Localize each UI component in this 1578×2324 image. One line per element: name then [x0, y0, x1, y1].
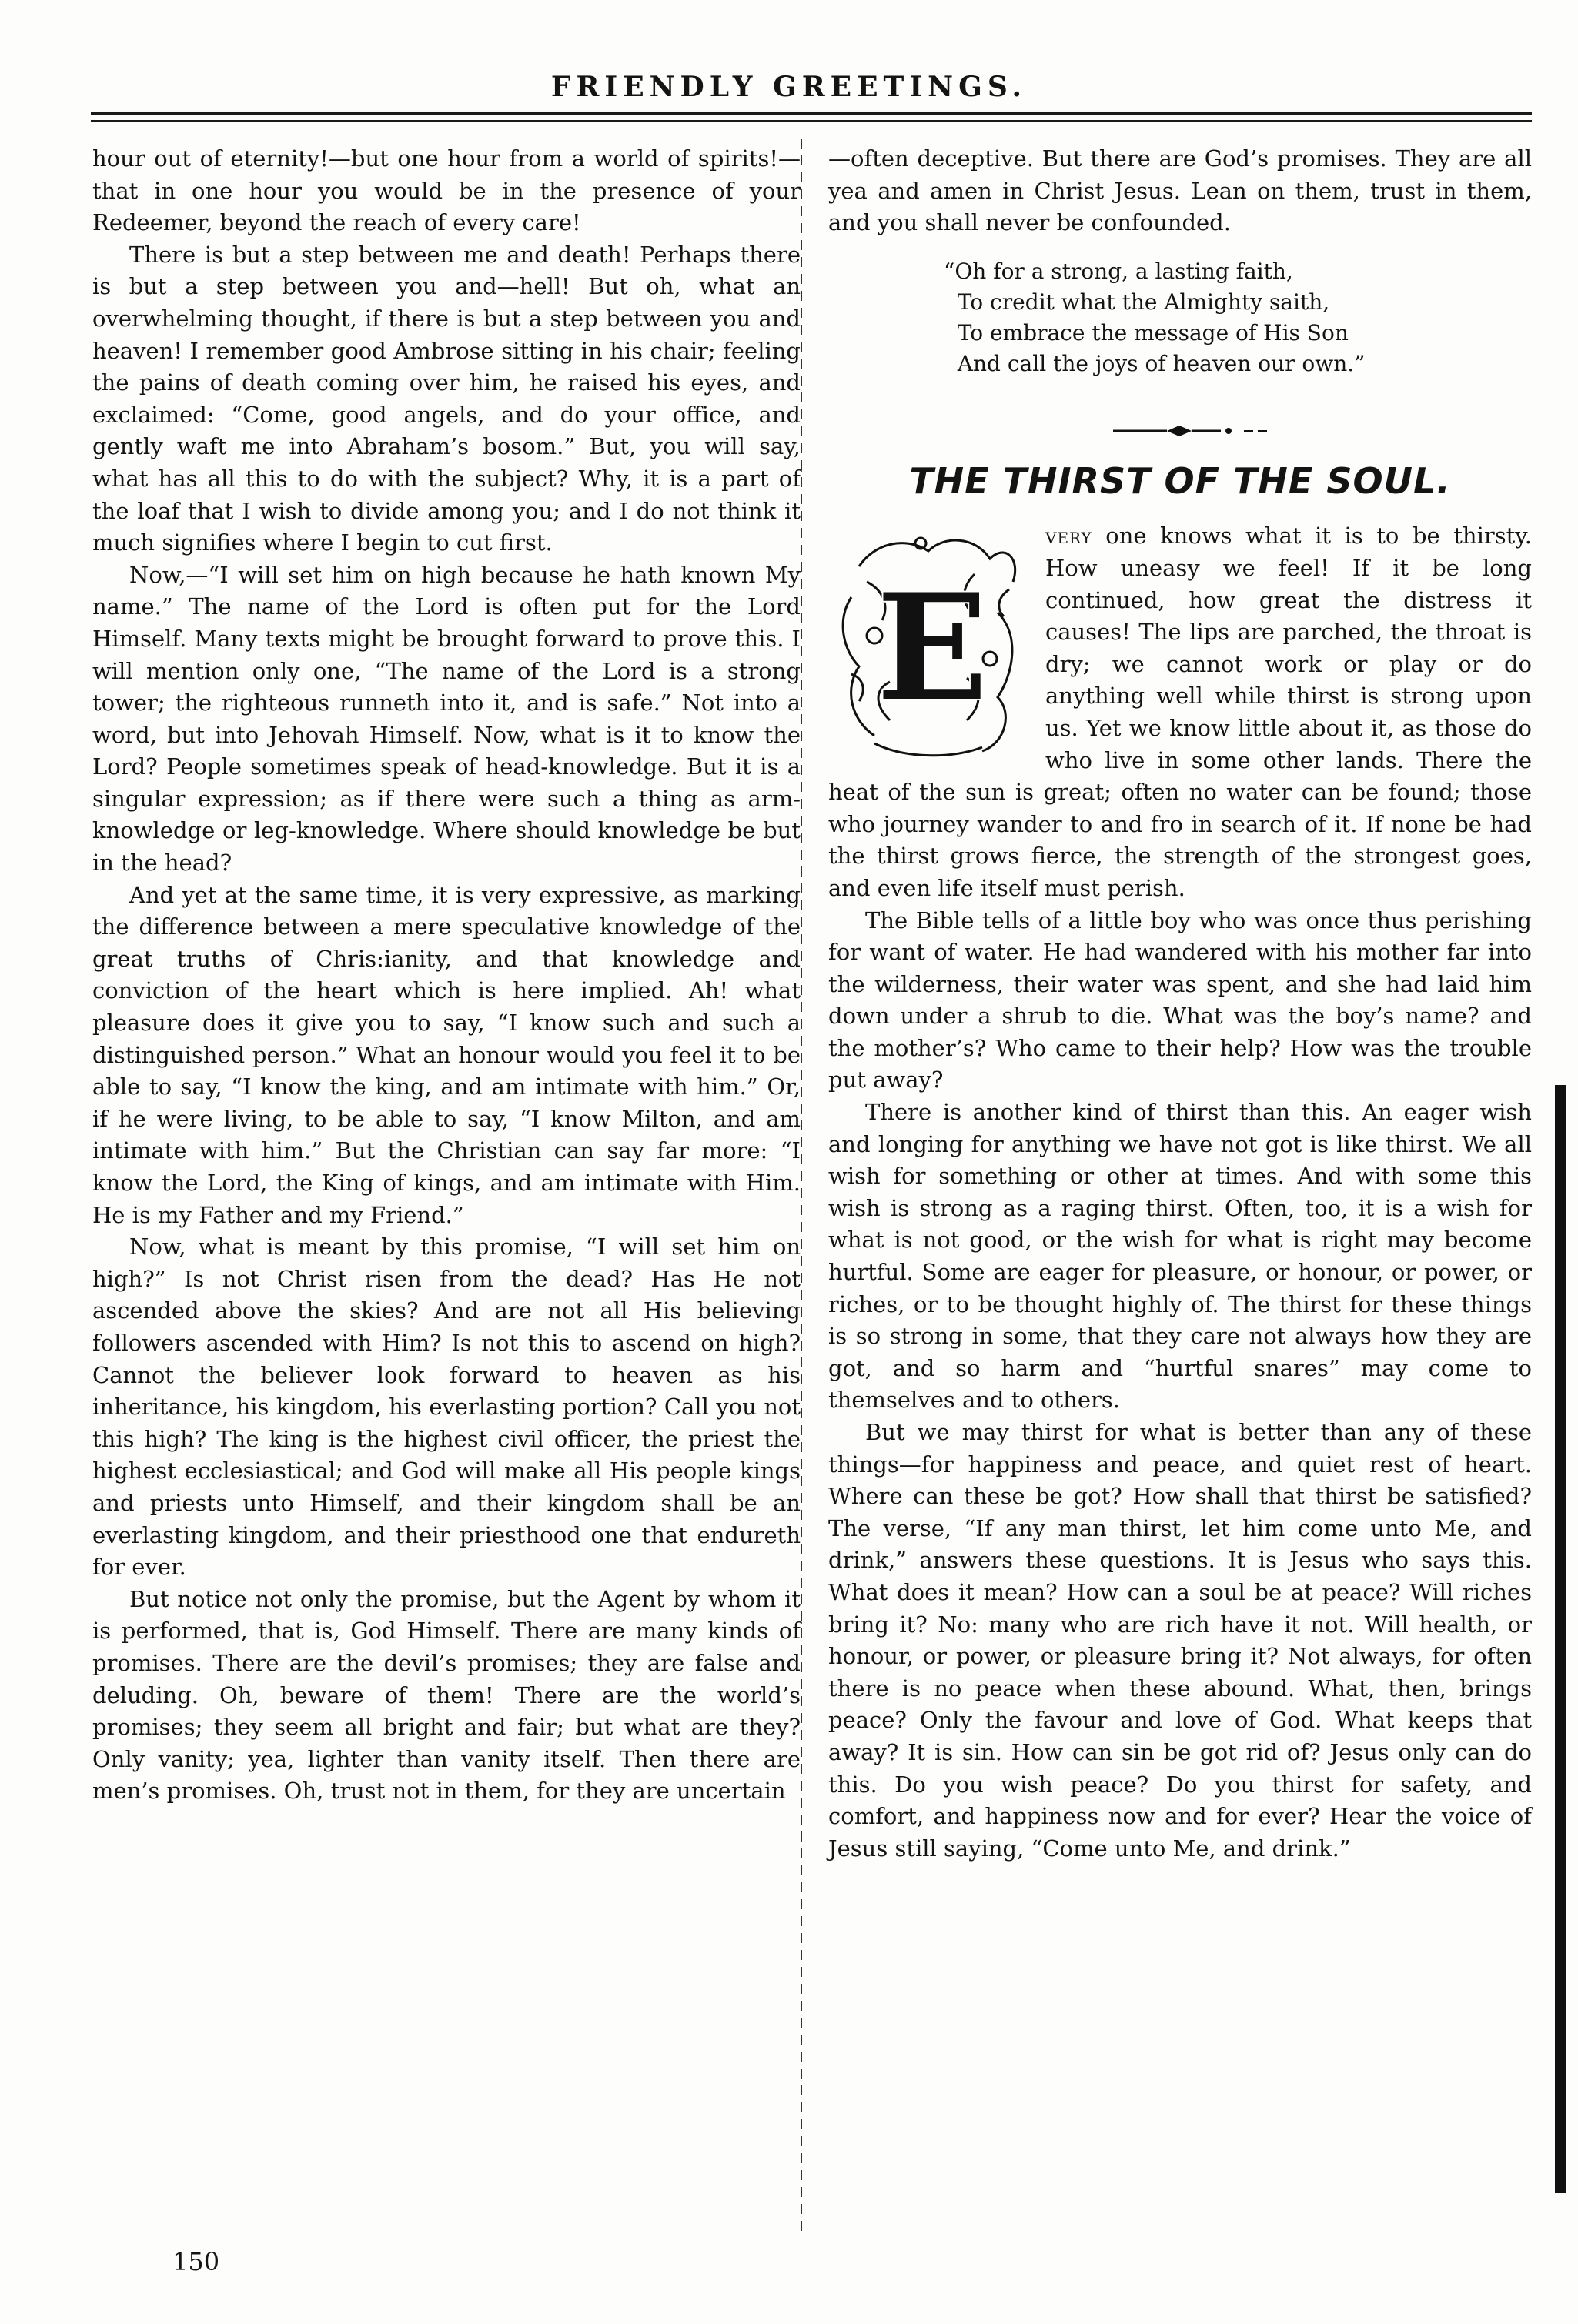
- paragraph: There is another kind of thirst than this. An eager wish and longing for anything we have not got is like thirst. We all wish for something or other at times. And with some this wish is strong as a raging thirst. Often, too, it is a wish for what is not good, or the wish for what is right may become hurtful. Some are eager for pleasure, or honour, or power, or riches, or to be thought highly of. The thirst for these things is so strong in some, that they care not always how they are got, and so harm and “hurtful snares” may come to themselves and to others.: [828, 1099, 1532, 1414]
- poem-line: “Oh for a strong, a lasting faith,: [944, 258, 1293, 284]
- poem-line: To credit what the Almighty saith,: [944, 289, 1330, 315]
- decorative-initial: [828, 520, 1036, 766]
- paragraph: hour out of eternity!—but one hour from a world of spirits!—that in one hour you would be in the presence of your Redeemer, beyond the reach of every care!: [92, 145, 801, 236]
- poem-line: And call the joys of heaven our own.”: [944, 350, 1366, 376]
- page-number: 150: [172, 2247, 220, 2276]
- paragraph: And yet at the same time, it is very expressive, as marking the difference between a mere speculative knowledge of the great truths of Chris:ianity, and that knowledge and conviction of the heart which is here implied. Ah! what pleasure does it give you to say, “I know such and such a distinguished person.” What an honour would you feel it to be able to say, “I know the king, and am intimate with him.” Or, if he were living, to be able to say, “I know Milton, and am intimate with him.” But the Christian can say far more: “I know the Lord, the King of kings, and am intimate with Him. He is my Father and my Friend.”: [92, 881, 801, 1228]
- paragraph: Now,—“I will set him on high because he hath known My name.” The name of the Lord is often put for the Lord Himself. Many texts might be brought forward to prove this. I will mention only one, “The name of the Lord is a strong tower; the righteous runneth into it, and is safe.” Not into a word, but into Jehovah Himself. Now, what is it to know the Lord? People sometimes speak of head-knowledge. But it is a singular expression; as if there were such a thing as arm-knowledge or leg-knowledge. Where should knowledge be but in the head?: [92, 561, 801, 877]
- article-title: THE THIRST OF THE SOUL.: [909, 459, 1451, 502]
- paragraph: Now, what is meant by this promise, “I will set him on high?” Is not Christ risen from the dead? Has He not ascended above the skies? And are not all His believing followers ascended with Him? Is not this to ascend on high? Cannot the believer look forward to heaven as his inheritance, his kingdom, his everlasting portion? Call you not this high? The king is the highest civil officer, the priest the highest ecclesiastical; and God will make all His people kings and priests unto Himself, and their kingdom shall be an everlasting kingdom, and their priesthood one that endureth for ever.: [92, 1234, 801, 1581]
- section-ornament: [828, 419, 1532, 442]
- masthead: FRIENDLY GREETINGS.: [550, 71, 1028, 103]
- initial-letter: E: [876, 562, 988, 734]
- column-divider: [801, 139, 802, 2232]
- paragraph: The Bible tells of a little boy who was once thus perishing for want of water. He had wandered with his mother far into the wilderness, their water was spent, and she had laid him down under a shrub to die. What was the boy’s name? and the mother’s? Who came to their help? How was the trouble put away?: [828, 907, 1532, 1094]
- right-column: [828, 143, 1532, 1865]
- paragraph: But we may thirst for what is better than any of these things—for happiness and peace, and quiet rest of heart. Where can these be got? How shall that thirst be satisfied? The verse, “If any man thirst, let him come unto Me, and drink,” answers these questions. It is Jesus who says this. What does it mean? How can a soul be at peace? Will riches bring it? No: many who are rich have it not. Will health, or honour, or power, or pleasure bring it? Not always, for often there is no peace when these abound. What, then, brings peace? Only the favour and love of God. What keeps that away? It is sin. How can sin be got rid of? Jesus only can do this. Do you wish peace? Do you thirst for safety, and comfort, and happiness now and for ever? Hear the voice of Jesus still saying, “Come unto Me, and drink.”: [828, 1419, 1532, 1862]
- poem: [944, 256, 1532, 379]
- paragraph-text: one knows what it is to be thirsty. How uneasy we feel! If it be long continued, how great the distress it causes! The lips are parched, the throat is dry; we cannot work or play or do anything well while thirst is strong upon us. Yet we know little about it, as those do who live in some other lands. There the heat of the sun is great; often no water can be found; those who journey wander to and fro in search of it. If none be had the thirst grows fierce, the strength of the strongest goes, and even life itself must perish.: [828, 523, 1532, 901]
- paragraph: There is but a step between me and death! Perhaps there is but a step between you and—hell! But oh, what an overwhelming thought, if there is but a step between you and heaven! I remember good Ambrose sitting in his chair; feeling the pains of death coming over him, he raised his eyes, and exclaimed: “Come, good angels, and do your office, and gently waft me into Abraham’s bosom.” But, you will say, what has all this to do with the subject? Why, it is a part of the loaf that I wish to divide among you; and I do not think it much signifies where I begin to cut first.: [92, 241, 801, 556]
- first-word-smallcaps: very: [1045, 523, 1092, 549]
- header-rule-thick: [91, 112, 1532, 115]
- poem-line: To embrace the message of His Son: [944, 319, 1349, 346]
- margin-bar: [1555, 1085, 1566, 2193]
- header-rule-thin: [91, 120, 1532, 122]
- left-column: [92, 143, 801, 1808]
- paragraph: But notice not only the promise, but the Agent by whom it is performed, that is, God Himself. There are many kinds of promises. There are the devil’s promises; they are false and deluding. Oh, beware of them! There are the world’s promises; they seem all bright and fair; but what are they? Only vanity; yea, lighter than vanity itself. Then there are men’s promises. Oh, trust not in them, for they are uncertain: [92, 1585, 801, 1805]
- paragraph: —often deceptive. But there are God’s promises. They are all yea and amen in Christ Jesus. Lean on them, trust in them, and you shall never be confounded.: [828, 145, 1532, 236]
